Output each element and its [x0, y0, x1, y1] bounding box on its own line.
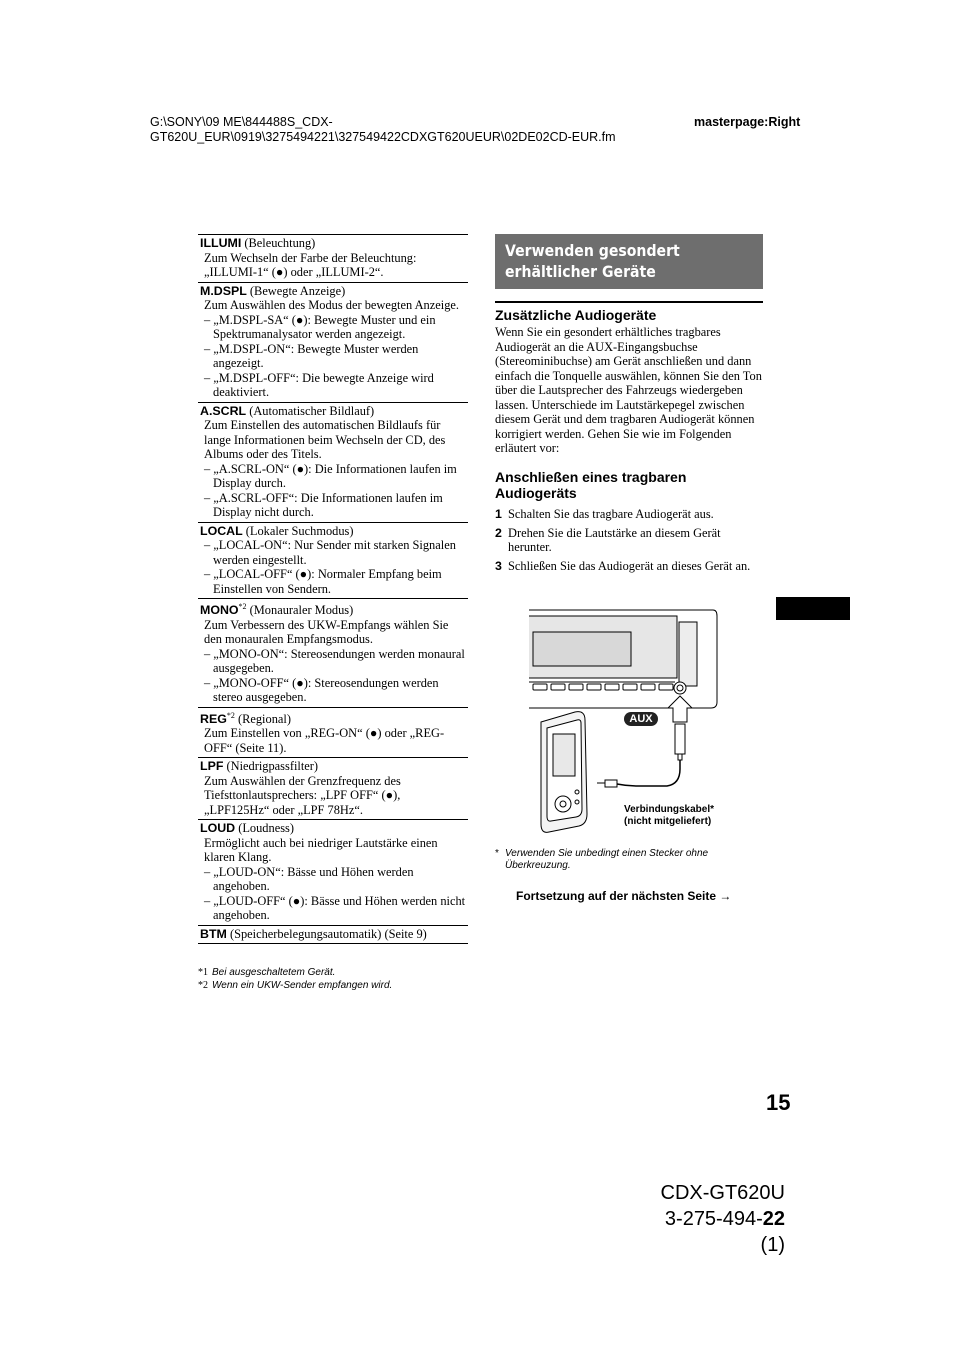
setting-name: MONO — [200, 603, 239, 618]
portable-player — [541, 712, 587, 833]
car-stereo-unit — [529, 610, 717, 708]
connection-cable — [597, 724, 685, 787]
cable-caption: Verbindungskabel* (nicht mitgeliefert) — [624, 804, 715, 827]
setting-name: M.DSPL — [200, 283, 247, 298]
setting-text: Zum Auswählen der Grenzfrequenz des Tiefsttonlautsprechers: „LPF OFF“ (●), „LPF125Hz“ oder „LPF 78Hz“. — [204, 773, 401, 817]
setting-option: – „A.SCRL-ON“ (●): Die Informationen laufen im Display durch. — [204, 461, 457, 490]
settings-list — [198, 234, 468, 944]
setting-description: (Beleuchtung) — [244, 236, 316, 250]
setting-option: – „LOCAL-OFF“ (●): Normaler Empfang beim Einstellen von Sendern. — [204, 567, 442, 596]
masterpage-label: masterpage:Right — [694, 115, 801, 129]
setting-option: – „LOUD-ON“: Bässe und Höhen werden angehoben. — [204, 864, 414, 894]
section-rule — [495, 301, 763, 303]
footnotes — [198, 966, 468, 992]
page-number: 15 — [766, 1090, 791, 1115]
steps-list — [495, 507, 763, 577]
setting-text: Zum Wechseln der Farbe der Beleuchtung: „ILLUMI-1“ (●) oder „ILLUMI-2“. — [204, 250, 417, 279]
setting-entry — [198, 283, 468, 403]
continue-note: Fortsetzung auf der nächsten Seite → — [516, 889, 732, 903]
subheading-connect: Anschließen eines tragbaren Audiogeräts — [495, 469, 687, 501]
setting-name: REG — [200, 711, 227, 726]
step-item: 3 Schließen Sie das Audiogerät an dieses Gerät an. — [495, 558, 751, 573]
setting-description: (Regional) — [237, 711, 291, 726]
setting-entry — [198, 708, 468, 759]
setting-description: (Bewegte Anzeige) — [249, 283, 346, 298]
setting-description: (Lokaler Suchmodus) — [245, 523, 354, 538]
setting-option: – „M.DSPL-OFF“: Die bewegte Anzeige wird deaktiviert. — [204, 370, 434, 399]
setting-description: (Loudness) — [238, 821, 294, 836]
step-item: 2 Drehen Sie die Lautstärke an diesem Gerät herunter. — [495, 525, 721, 554]
setting-description: (Monauraler Modus) — [249, 603, 354, 618]
section-title: Verwenden gesondert erhältlicher Geräte — [505, 241, 680, 281]
setting-option: – „M.DSPL-SA“ (●): Bewegte Muster und ein Spektrumanalysator werden angezeigt. — [204, 312, 436, 341]
setting-name: LPF — [200, 759, 224, 774]
setting-entry — [198, 926, 468, 945]
setting-name: A.SCRL — [200, 403, 247, 418]
setting-text: Zum Auswählen des Modus der bewegten Anzeige. — [204, 298, 459, 312]
setting-text: Ermöglicht auch bei niedriger Lautstärke einen klaren Klang. — [204, 835, 438, 865]
footnote: *1 Bei ausgeschaltetem Gerät. — [198, 967, 336, 978]
setting-option: – „LOUD-OFF“ (●): Bässe und Höhen werden nicht angehoben. — [204, 893, 466, 923]
subheading-audio-devices: Zusätzliche Audiogeräte — [495, 307, 657, 323]
aux-label-badge: AUX — [624, 712, 658, 726]
setting-entry — [198, 523, 468, 600]
setting-description: (Speicherbelegungsautomatik) (Seite 9) — [229, 926, 427, 941]
setting-option: – „LOCAL-ON“: Nur Sender mit starken Signalen werden eingestellt. — [204, 538, 456, 567]
setting-option: – „M.DSPL-ON“: Bewegte Muster werden angezeigt. — [204, 341, 419, 370]
setting-footnote-ref: *2 — [226, 710, 235, 720]
setting-description: (Automatischer Bildlauf) — [249, 403, 375, 418]
setting-option: – „MONO-ON“: Stereosendungen werden monaural ausgegeben. — [204, 646, 465, 676]
setting-option: – „A.SCRL-OFF“: Die Informationen laufen im Display nicht durch. — [204, 490, 443, 519]
setting-footnote-ref: *2 — [238, 602, 247, 611]
file-path-header: G:\SONY\09 ME\844488S_CDX-GT620U_EUR\0919\3275494221\327549422CDXGT620UEUR\02DE02CD-EUR.fm — [150, 115, 616, 144]
setting-name: ILLUMI — [200, 236, 242, 250]
setting-option: – „MONO-OFF“ (●): Stereosendungen werden stereo ausgegeben. — [204, 675, 439, 705]
setting-entry — [198, 235, 468, 283]
setting-text: Zum Verbessern des UKW-Empfangs wählen Sie den monauralen Empfangsmodus. — [204, 617, 449, 647]
setting-entry — [198, 403, 468, 523]
setting-description: (Niedrigpassfilter) — [226, 759, 319, 774]
intro-paragraph: Wenn Sie ein gesondert erhältliches tragbares Audiogerät an die AUX-Eingangsbuchse (Stereominibuchse) am Gerät anschließen und dann einfach die Tonquelle auswählen, können Sie den Ton über die Lautsprecher des Fahrzeugs wiedergeben lassen. Unterschiede im Lautstärkepegel zwischen diesem Gerät und dem tragbaren Audiogerät können korrigiert werden. Gehen Sie wie im Folgenden erläutert vor: — [495, 325, 762, 455]
setting-text: Zum Einstellen des automatischen Bildlaufs für lange Informationen beim Wechseln der CD, des Albums oder des Titels. — [204, 418, 446, 461]
model-number: CDX-GT620U 3-275-494-22 (1) — [660, 1182, 785, 1256]
aux-footnote: * Verwenden Sie unbedingt einen Stecker ohne Überkreuzung. — [495, 848, 709, 871]
footnote: *2 Wenn ein UKW-Sender empfangen wird. — [198, 980, 393, 991]
step-item: 1 Schalten Sie das tragbare Audiogerät aus. — [495, 507, 714, 521]
setting-text: Zum Einstellen von „REG-ON“ (●) oder „REG-OFF“ (Seite 11). — [204, 726, 445, 755]
setting-entry — [198, 820, 468, 926]
setting-name: LOCAL — [200, 523, 243, 538]
setting-entry — [198, 758, 468, 820]
setting-name: LOUD — [200, 821, 236, 836]
setting-entry — [198, 599, 468, 708]
setting-name: BTM — [200, 926, 227, 941]
thumb-tab-marker — [776, 597, 850, 620]
